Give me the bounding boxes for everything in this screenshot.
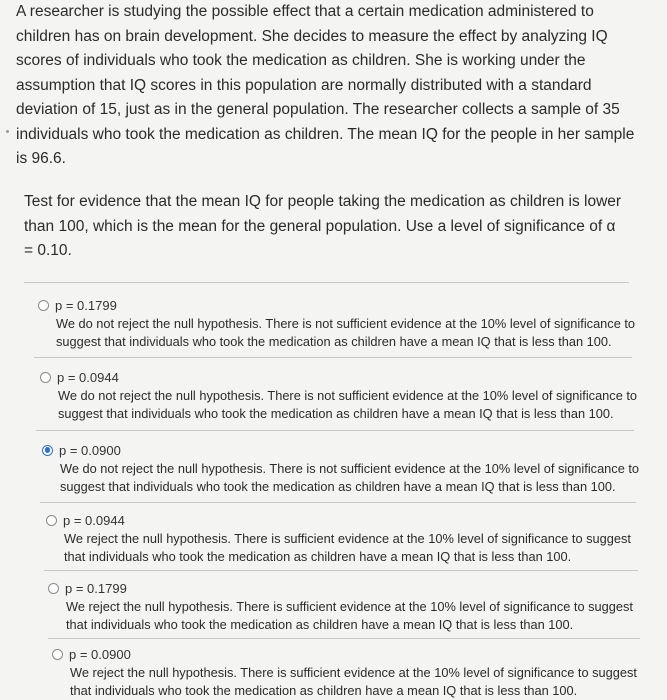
divider [36,430,634,431]
option-text: We do not reject the null hypothesis. There is not sufficient evidence at the 10% level of significance to suggest that individuals who took the medication as children have a mean IQ that is less than 100. [58,388,638,421]
radio-button-selected[interactable] [42,445,53,456]
option-text: We reject the null hypothesis. There is sufficient evidence at the 10% level of significance to suggest that individuals who took the medication as children have a mean IQ that is less than 100. [70,665,637,698]
option-pvalue: p = 0.0944 [57,369,119,385]
radio-button[interactable] [48,583,59,594]
answer-option-3[interactable] [42,441,642,496]
option-pvalue: p = 0.0944 [63,512,125,528]
option-pvalue: p = 0.0900 [69,646,131,662]
option-pvalue: p = 0.1799 [65,580,127,596]
radio-button[interactable] [38,300,49,311]
radio-button[interactable] [40,372,51,383]
question-text: A researcher is studying the possible effect that a certain medication administered to children has on brain development. She decides to measure the effect by analyzing IQ scores of individuals who took the medication as children. She is working under the assumption that IQ scores in this population are normally distributed with a standard deviation of 15, just as in the general population. The researcher collects a sample of 35 individuals who took the medication as children. The mean IQ for the people in her sample is 96.6. [16,3,635,167]
divider [24,282,629,283]
answer-option-1[interactable] [38,296,638,351]
bullet-dot [6,130,9,133]
option-text: We reject the null hypothesis. There is sufficient evidence at the 10% level of significance to suggest that individuals who took the medication as children have a mean IQ that is less than 100. [66,599,633,632]
option-pvalue: p = 0.0900 [59,442,121,458]
answer-option-5[interactable] [48,579,648,634]
prompt-text: Test for evidence that the mean IQ for people taking the medication as children is lower than 100, which is the mean for the general population. Use a level of significance of α = 0.10. [24,193,622,259]
option-pvalue: p = 0.1799 [55,297,117,313]
radio-button[interactable] [52,649,63,660]
option-text: We do not reject the null hypothesis. There is not sufficient evidence at the 10% level of significance to suggest that individuals who took the medication as children have a mean IQ that is less than 100. [60,461,640,494]
option-text: We reject the null hypothesis. There is sufficient evidence at the 10% level of significance to suggest that individuals who took the medication as children have a mean IQ that is less than 100. [64,531,631,564]
divider [40,502,636,503]
option-text: We do not reject the null hypothesis. There is not sufficient evidence at the 10% level of significance to suggest that individuals who took the medication as children have a mean IQ that is less than 100. [56,316,636,349]
radio-button[interactable] [46,515,57,526]
divider [48,638,640,639]
divider [34,357,632,358]
answer-option-2[interactable] [40,368,640,423]
answer-option-6[interactable] [52,645,652,700]
answer-option-4[interactable] [46,511,646,566]
divider [44,570,638,571]
